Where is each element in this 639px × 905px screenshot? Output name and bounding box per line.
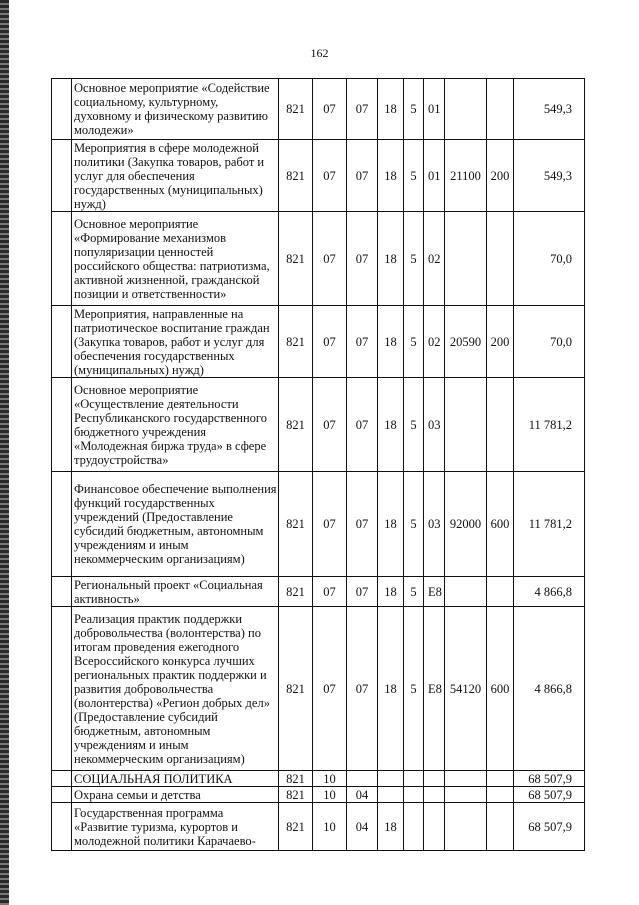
table-cell-direction [445,577,487,607]
table-cell-event: 01 [424,140,445,212]
table-cell-program [378,787,404,803]
page-number: 162 [310,46,329,60]
table-cell-subsection [347,771,378,787]
table-cell-direction: 21100 [445,140,487,212]
table-cell-name: Охрана семьи и детства [72,787,279,803]
table-cell-expense-type [487,378,514,472]
table-cell-subsection: 04 [347,803,378,851]
table-cell-subprogram [404,771,424,787]
table-cell-program: 18 [378,140,404,212]
table-body [52,79,585,851]
table-cell-code: 821 [279,212,313,306]
table-cell-expense-type: 600 [487,607,514,771]
table-cell-subprogram: 5 [404,577,424,607]
table-row [52,771,585,787]
table-cell-section: 07 [313,306,347,378]
table-cell-code: 821 [279,607,313,771]
table-cell-event [424,771,445,787]
table-cell-blank [52,140,72,212]
scan-edge [0,0,9,905]
table-cell-expense-type [487,771,514,787]
table-cell-subsection: 07 [347,212,378,306]
table-cell-expense-type: 200 [487,140,514,212]
table-row [52,306,585,378]
table-cell-amount: 70,0 [514,306,585,378]
table-cell-program: 18 [378,79,404,140]
table-cell-subsection: 07 [347,140,378,212]
table-cell-expense-type [487,577,514,607]
table-cell-blank [52,212,72,306]
table-cell-code: 821 [279,577,313,607]
table-cell-subsection: 04 [347,787,378,803]
table-cell-blank [52,787,72,803]
table-cell-blank [52,803,72,851]
table-cell-blank [52,577,72,607]
table-cell-section: 10 [313,787,347,803]
table-cell-amount: 4 866,8 [514,607,585,771]
table-cell-program: 18 [378,212,404,306]
table-cell-event: 02 [424,306,445,378]
table-cell-event: 02 [424,212,445,306]
table-cell-section: 07 [313,472,347,577]
table-cell-amount: 11 781,2 [514,472,585,577]
table-cell-direction [445,212,487,306]
table-cell-program: 18 [378,472,404,577]
table-cell-name: Основное мероприятие «Осуществление деятельности Республиканского государственного бюджетного учреждения «Молодежная биржа труда» в сфере трудоустройства» [72,378,279,472]
table-row [52,140,585,212]
table-cell-blank [52,378,72,472]
table-cell-subprogram: 5 [404,140,424,212]
table-cell-subsection: 07 [347,306,378,378]
table-cell-code: 821 [279,803,313,851]
table-cell-section: 07 [313,378,347,472]
table-row [52,472,585,577]
table-cell-name: Основное мероприятие «Формирование механизмов популяризации ценностей российского общества: патриотизма, активной жизненной, гражданской позиции и ответственности» [72,212,279,306]
table-row [52,577,585,607]
table-cell-program: 18 [378,306,404,378]
table-cell-code: 821 [279,79,313,140]
table-cell-subprogram [404,803,424,851]
table-cell-expense-type [487,212,514,306]
table-cell-direction [445,787,487,803]
table-cell-name: Основное мероприятие «Содействие социальному, культурному, духовному и физическому развитию молодежи» [72,79,279,140]
table-cell-amount: 68 507,9 [514,803,585,851]
table-cell-expense-type [487,787,514,803]
table-row [52,607,585,771]
table-cell-subprogram [404,787,424,803]
table-cell-name: Финансовое обеспечение выполнения функций государственных учреждений (Предоставление субсидий бюджетным, автономным учреждениям и иным некоммерческим организациям) [72,472,279,577]
table-cell-subsection: 07 [347,607,378,771]
table-cell-name: Реализация практик поддержки добровольчества (волонтерства) по итогам проведения ежегодного Всероссийского конкурса лучших региональных практик поддержки и развития добровольчества (волонтерства) «Регион добрых дел» (Предоставление субсидий бюджетным, автономным учреждениям и иным некоммерческим организациям) [72,607,279,771]
table-cell-subprogram: 5 [404,607,424,771]
table-row [52,79,585,140]
table-cell-amount: 4 866,8 [514,577,585,607]
table-cell-blank [52,472,72,577]
table-cell-event: E8 [424,607,445,771]
table-cell-section: 10 [313,803,347,851]
table-cell-section: 07 [313,212,347,306]
table-cell-subsection: 07 [347,577,378,607]
budget-table [51,78,585,851]
table-cell-program [378,771,404,787]
table-cell-direction: 20590 [445,306,487,378]
table-cell-amount: 70,0 [514,212,585,306]
table-cell-subprogram: 5 [404,472,424,577]
table-cell-expense-type [487,79,514,140]
table-cell-blank [52,607,72,771]
table-cell-direction: 54120 [445,607,487,771]
table-cell-name: Мероприятия, направленные на патриотическое воспитание граждан (Закупка товаров, работ и услуг для обеспечения государственных (муниципальных) нужд) [72,306,279,378]
table-cell-blank [52,79,72,140]
table-cell-section: 07 [313,607,347,771]
table-cell-direction [445,378,487,472]
table-cell-section: 07 [313,140,347,212]
table-row [52,378,585,472]
table-cell-subprogram: 5 [404,79,424,140]
table-cell-subprogram: 5 [404,212,424,306]
table-cell-program: 18 [378,607,404,771]
table-cell-name: СОЦИАЛЬНАЯ ПОЛИТИКА [72,771,279,787]
table-cell-blank [52,771,72,787]
table-cell-event: 03 [424,472,445,577]
table-cell-subsection: 07 [347,378,378,472]
table-cell-subprogram: 5 [404,306,424,378]
table-cell-code: 821 [279,787,313,803]
table-cell-event [424,803,445,851]
table-cell-expense-type: 600 [487,472,514,577]
table-cell-code: 821 [279,378,313,472]
table-cell-name: Мероприятия в сфере молодежной политики (Закупка товаров, работ и услуг для обеспечения государственных (муниципальных) нужд) [72,140,279,212]
table-cell-direction [445,771,487,787]
table-cell-expense-type [487,803,514,851]
table-cell-program: 18 [378,803,404,851]
table-cell-name: Региональный проект «Социальная активность» [72,577,279,607]
table-cell-expense-type: 200 [487,306,514,378]
table-cell-subprogram: 5 [404,378,424,472]
table-cell-direction [445,79,487,140]
table-cell-event: E8 [424,577,445,607]
table-cell-code: 821 [279,771,313,787]
table-cell-section: 10 [313,771,347,787]
table-cell-section: 07 [313,79,347,140]
table-row [52,787,585,803]
table-cell-subsection: 07 [347,79,378,140]
table-cell-blank [52,306,72,378]
table-row [52,212,585,306]
table-cell-name: Государственная программа «Развитие туризма, курортов и молодежной политики Карачаево- [72,803,279,851]
table-cell-amount: 549,3 [514,79,585,140]
table-cell-event [424,787,445,803]
table-cell-program: 18 [378,577,404,607]
table-cell-direction [445,803,487,851]
table-cell-amount: 11 781,2 [514,378,585,472]
table-row [52,803,585,851]
table-cell-subsection: 07 [347,472,378,577]
table-cell-section: 07 [313,577,347,607]
table-cell-amount: 549,3 [514,140,585,212]
table-cell-code: 821 [279,306,313,378]
table-cell-code: 821 [279,472,313,577]
table-cell-event: 03 [424,378,445,472]
table-cell-direction: 92000 [445,472,487,577]
table-cell-program: 18 [378,378,404,472]
table-cell-event: 01 [424,79,445,140]
table-cell-code: 821 [279,140,313,212]
table-cell-amount: 68 507,9 [514,771,585,787]
table-cell-amount: 68 507,9 [514,787,585,803]
